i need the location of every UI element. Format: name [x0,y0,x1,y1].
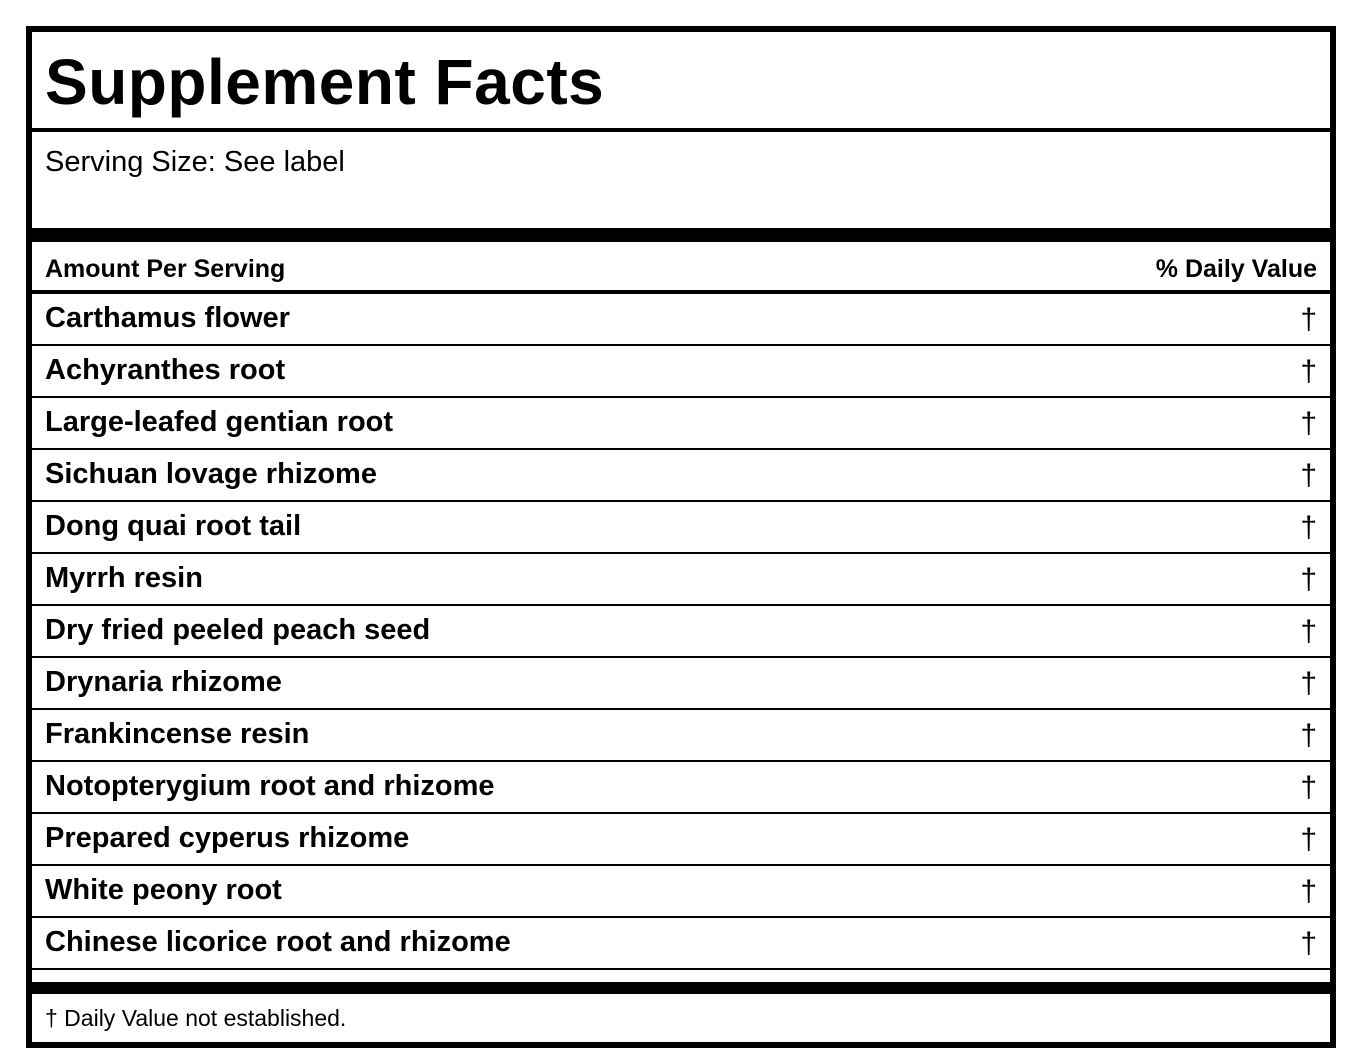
ingredient-daily-value: † [1300,875,1317,908]
ingredient-daily-value: † [1300,927,1317,960]
ingredient-row [32,814,1330,866]
ingredient-name: Carthamus flower [45,302,290,334]
ingredient-row [32,398,1330,450]
ingredient-daily-value: † [1300,719,1317,752]
ingredient-daily-value: † [1300,407,1317,440]
ingredient-daily-value: † [1300,355,1317,388]
serving-size: Serving Size: See label [45,146,345,178]
amount-per-serving-header: Amount Per Serving [45,255,286,283]
ingredient-row [32,502,1330,554]
ingredient-name: Myrrh resin [45,562,203,594]
ingredient-name: Dry fried peeled peach seed [45,614,431,646]
ingredient-name: White peony root [45,874,282,906]
ingredient-daily-value: † [1300,771,1317,804]
ingredient-row [32,450,1330,502]
ingredient-row [32,710,1330,762]
section-divider [32,982,1330,994]
ingredient-row [32,606,1330,658]
ingredient-daily-value: † [1300,667,1317,700]
ingredient-row [32,346,1330,398]
ingredient-daily-value: † [1300,511,1317,544]
ingredient-name: Dong quai root tail [45,510,302,542]
title-section [32,32,1330,132]
ingredient-daily-value: † [1300,823,1317,856]
ingredient-daily-value: † [1300,303,1317,336]
ingredient-row [32,658,1330,710]
daily-value-header: % Daily Value [1155,255,1317,283]
ingredient-row [32,554,1330,606]
ingredient-daily-value: † [1300,459,1317,492]
ingredient-row [32,762,1330,814]
ingredient-row [32,866,1330,918]
ingredient-row [32,918,1330,970]
ingredient-name: Prepared cyperus rhizome [45,822,410,854]
serving-section [32,132,1330,242]
ingredient-name: Notopterygium root and rhizome [45,770,495,802]
ingredient-name: Frankincense resin [45,718,310,750]
ingredient-name: Achyranthes root [45,354,286,386]
footnote: † Daily Value not established. [45,1005,347,1031]
ingredient-name: Drynaria rhizome [45,666,282,698]
ingredient-name: Large-leafed gentian root [45,406,394,438]
ingredient-daily-value: † [1300,615,1317,648]
ingredient-list [32,294,1330,970]
ingredient-name: Sichuan lovage rhizome [45,458,377,490]
column-header-row [32,242,1330,294]
ingredient-row [32,294,1330,346]
supplement-facts-panel [26,26,1336,1048]
ingredient-name: Chinese licorice root and rhizome [45,926,511,958]
panel-title: Supplement Facts [45,46,605,118]
ingredient-daily-value: † [1300,563,1317,596]
